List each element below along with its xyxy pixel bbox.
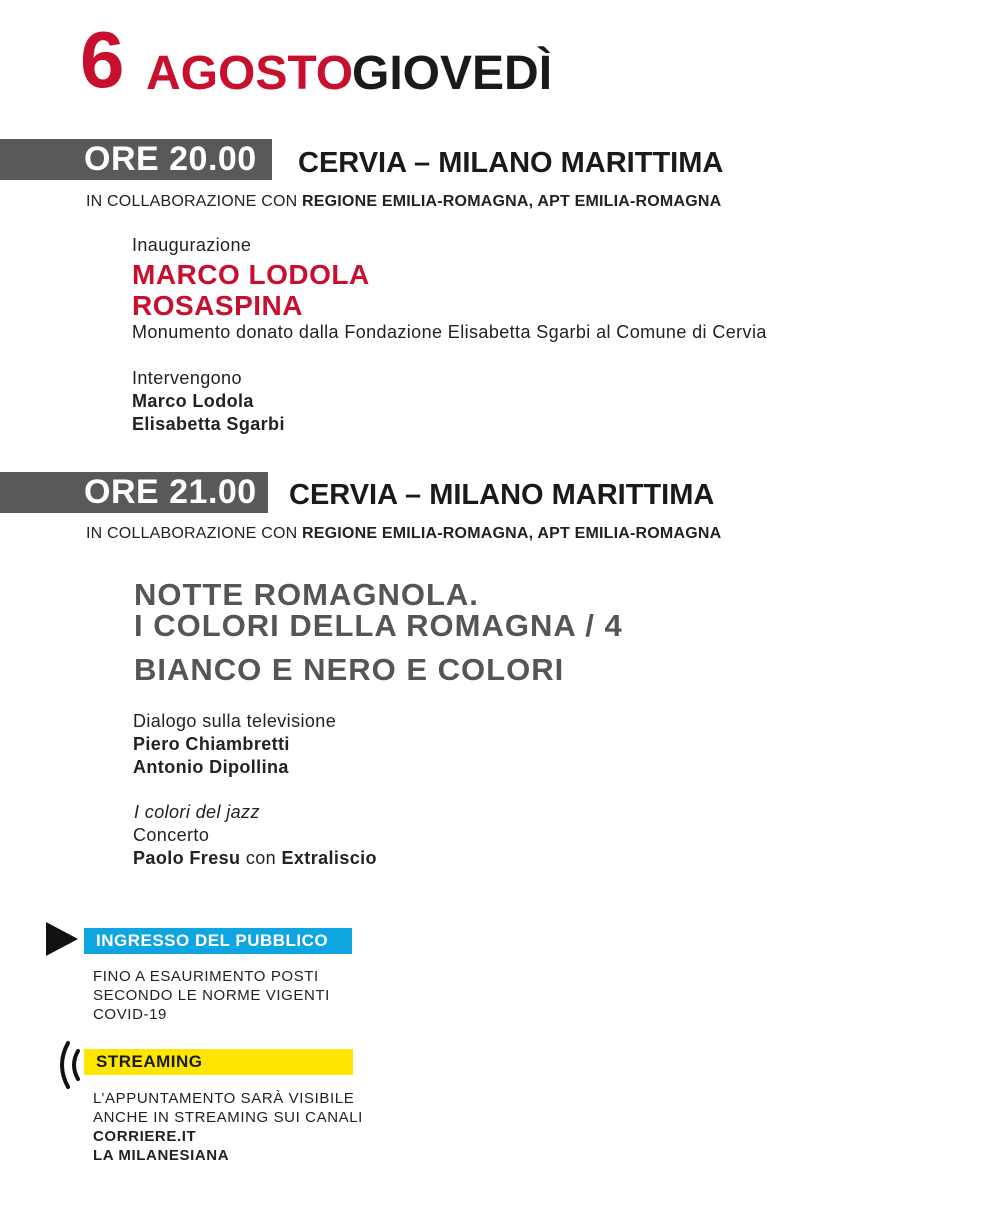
event-subtitle: BIANCO E NERO E COLORI <box>134 652 565 687</box>
speaker-name: Piero Chiambretti <box>133 734 290 754</box>
event-venue: CERVIA – MILANO MARITTIMA <box>289 479 715 511</box>
collaboration-line <box>86 524 721 544</box>
entry-note-line: FINO A ESAURIMENTO POSTI <box>93 968 319 985</box>
band-name: Extraliscio <box>281 848 377 868</box>
streaming-channel: LA MILANESIANA <box>93 1147 230 1164</box>
speakers-label: Intervengono <box>132 368 242 388</box>
performer-name: Paolo Fresu <box>133 848 241 868</box>
concert-title: I colori del jazz <box>134 802 260 822</box>
work-title: ROSASPINA <box>132 290 303 321</box>
collaboration-line <box>86 192 721 212</box>
entry-tag: INGRESSO DEL PUBBLICO <box>84 928 352 954</box>
event-time: ORE 21.00 <box>84 473 257 511</box>
time-bar <box>0 139 272 180</box>
speaker-name: Antonio Dipollina <box>133 757 289 777</box>
collaboration-partners: REGIONE EMILIA-ROMAGNA, APT EMILIA-ROMAGNA <box>302 525 722 542</box>
date-weekday: GIOVEDÌ <box>352 47 553 100</box>
streaming-note-line: ANCHE IN STREAMING SUI CANALI <box>93 1109 363 1126</box>
play-arrow-icon <box>46 922 78 956</box>
event-type: Inaugurazione <box>132 235 252 255</box>
concert-label: Concerto <box>133 825 210 845</box>
streaming-tag: STREAMING <box>84 1049 353 1075</box>
work-description: Monumento donato dalla Fondazione Elisabetta Sgarbi al Comune di Cervia <box>132 322 767 342</box>
performer-connector: con <box>245 848 277 868</box>
streaming-note-line: L’APPUNTAMENTO SARÀ VISIBILE <box>93 1090 355 1107</box>
broadcast-waves-icon <box>56 1040 82 1090</box>
event-title-line: I COLORI DELLA ROMAGNA / 4 <box>134 608 623 643</box>
entry-note-line: SECONDO LE NORME VIGENTI <box>93 987 330 1004</box>
entry-note-line: COVID-19 <box>93 1006 167 1023</box>
performer-line <box>133 847 377 870</box>
time-bar <box>0 472 268 513</box>
date-month: AGOSTO <box>146 47 354 100</box>
streaming-channel: CORRIERE.IT <box>93 1128 197 1145</box>
artist-name: MARCO LODOLA <box>132 259 370 290</box>
dialogue-label: Dialogo sulla televisione <box>133 711 337 731</box>
collaboration-partners: REGIONE EMILIA-ROMAGNA, APT EMILIA-ROMAGNA <box>302 193 722 210</box>
speaker-name: Marco Lodola <box>132 391 254 411</box>
event-venue: CERVIA – MILANO MARITTIMA <box>298 147 724 179</box>
event-title-line: NOTTE ROMAGNOLA. <box>134 577 479 612</box>
event-time: ORE 20.00 <box>84 140 257 178</box>
collaboration-prefix: IN COLLABORAZIONE CON <box>86 525 298 542</box>
date-day: 6 <box>80 15 123 104</box>
collaboration-prefix: IN COLLABORAZIONE CON <box>86 193 298 210</box>
speaker-name: Elisabetta Sgarbi <box>132 414 285 434</box>
